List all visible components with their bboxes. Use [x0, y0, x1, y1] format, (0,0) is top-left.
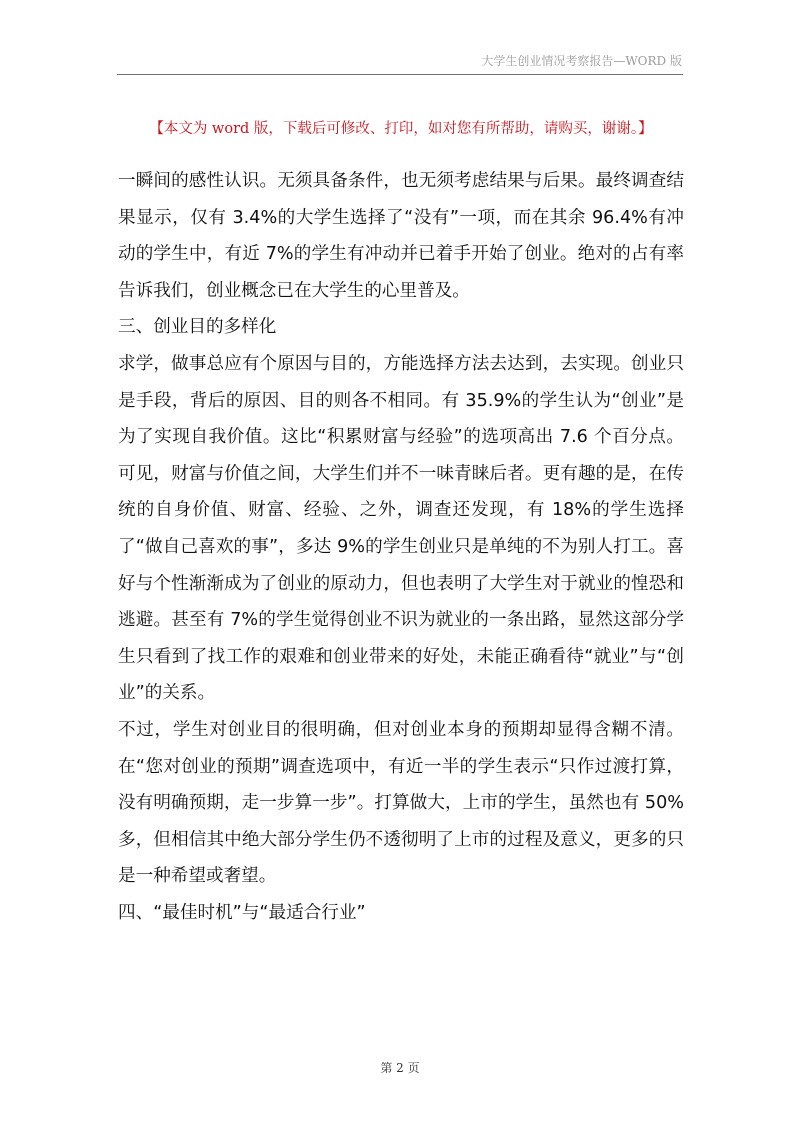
paragraph-expectation: 不过，学生对创业目的很明确，但对创业本身的预期却显得含糊不清。在“您对创业的预期”调查选项中，有近一半的学生表示“只作过渡打算，没有明确预期，走一步算一步”。打算做大，上市的学生，虽然也有 50%多，但相信其中绝大部分学生仍不透彻明了上市的过程及意义，更多的只是一种希望或奢望。 — [118, 719, 684, 887]
purchase-notice: 【本文为 word 版，下载后可修改、打印，如对您有所帮助，请购买，谢谢。】 — [149, 121, 653, 137]
header-divider — [117, 74, 683, 75]
document-body — [118, 163, 684, 931]
section-heading-3: 三、创业目的多样化 — [118, 317, 277, 338]
header-title: 大学生创业情况考察报告—WORD 版 — [481, 54, 682, 68]
paragraph-intro: 一瞬间的感性认识。无须具备条件，也无须考虑结果与后果。最终调查结果显示，仅有 3.4%的大学生选择了“没有”一项，而在其余 96.4%有冲动的学生中，有近 7%的学生有冲动并已着手开始了创业。绝对的占有率告诉我们，创业概念已在大学生的心里普及。 — [118, 171, 684, 301]
page-number: 第 2 页 — [380, 1061, 420, 1075]
section-heading-4: 四、“最佳时机”与“最适合行业” — [118, 902, 366, 923]
paragraph-purpose: 求学，做事总应有个原因与目的，方能选择方法去达到，去实现。创业只是手段，背后的原因、目的则各不相同。有 35.9%的学生认为“创业”是为了实现自我价值。这比“积累财富与经验”的选项高出 7.6 个百分点。可见，财富与价值之间，大学生们并不一味青睐后者。更有趣的是，在传统的自身价值、财富、经验、之外，调查还发现，有 18%的学生选择了“做自己喜欢的事”，多达 9%的学生创业只是单纯的不为别人打工。喜好与个性渐渐成为了创业的原动力，但也表明了大学生对于就业的惶恐和逃避。甚至有 7%的学生觉得创业不识为就业的一条出路，显然这部分学生只看到了找工作的艰难和创业带来的好处，未能正确看待“就业”与“创业”的关系。 — [118, 353, 684, 704]
